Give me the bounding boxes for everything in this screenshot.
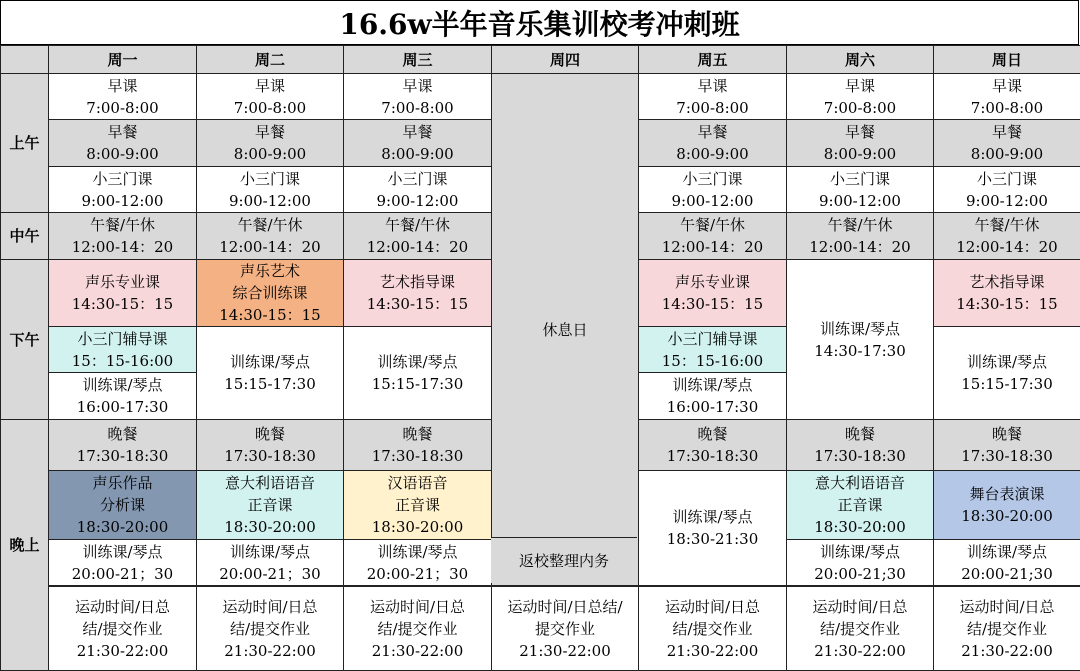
schedule-cell: 声乐艺术 综合训练课 14:30-15：15 xyxy=(197,260,344,327)
schedule-cell: 早课 7:00-8:00 xyxy=(49,74,197,120)
schedule-cell: 早课 7:00-8:00 xyxy=(787,74,934,120)
schedule-cell: 早餐 8:00-9:00 xyxy=(639,120,787,167)
day-header: 周一 xyxy=(49,46,197,74)
schedule-cell: 运动时间/日总 结/提交作业 21:30-22:00 xyxy=(639,587,787,671)
schedule-cell: 训练课/琴点 15:15-17:30 xyxy=(197,327,344,420)
period-afternoon: 下午 xyxy=(1,260,49,420)
schedule-cell: 晚餐 17:30-18:30 xyxy=(344,420,492,471)
schedule-cell: 训练课/琴点 20:00-21；30 xyxy=(197,540,344,586)
schedule-cell: 运动时间/日总 结/提交作业 21:30-22:00 xyxy=(49,587,197,671)
schedule-cell: 意大利语语音 正音课 18:30-20:00 xyxy=(197,471,344,540)
schedule-cell: 小三门辅导课 15：15-16:00 xyxy=(639,327,787,373)
schedule-cell: 艺术指导课 14:30-15：15 xyxy=(344,260,492,327)
day-header: 周三 xyxy=(344,46,492,74)
schedule-cell: 训练课/琴点 15:15-17:30 xyxy=(344,327,492,420)
schedule-cell: 运动时间/日总 结/提交作业 21:30-22:00 xyxy=(344,587,492,671)
schedule-cell: 运动时间/日总 结/提交作业 21:30-22:00 xyxy=(934,587,1080,671)
schedule-cell: 汉语语音 正音课 18:30-20:00 xyxy=(344,471,492,540)
schedule-cell: 早课 7:00-8:00 xyxy=(197,74,344,120)
schedule-cell: 运动时间/日总结/ 提交作业 21:30-22:00 xyxy=(492,587,639,671)
schedule-cell: 早课 7:00-8:00 xyxy=(344,74,492,120)
schedule-cell: 小三门课 9:00-12:00 xyxy=(344,167,492,213)
schedule-cell: 训练课/琴点 20:00-21;30 xyxy=(934,540,1080,586)
day-header: 周日 xyxy=(934,46,1080,74)
schedule-cell: 午餐/午休 12:00-14：20 xyxy=(934,213,1080,260)
return-school-cell: 返校整理内务 xyxy=(491,537,637,583)
schedule-cell: 意大利语语音 正音课 18:30-20:00 xyxy=(787,471,934,540)
schedule-cell: 午餐/午休 12:00-14：20 xyxy=(787,213,934,260)
header-row xyxy=(1,46,1080,74)
schedule-cell: 训练课/琴点 16:00-17:30 xyxy=(639,373,787,420)
schedule-cell: 训练课/琴点 15:15-17:30 xyxy=(934,327,1080,420)
schedule-cell: 训练课/琴点 20:00-21;30 xyxy=(787,540,934,586)
schedule-cell: 训练课/琴点 18:30-21:30 xyxy=(639,471,787,586)
schedule-cell: 早餐 8:00-9:00 xyxy=(49,120,197,167)
schedule-cell: 早课 7:00-8:00 xyxy=(934,74,1080,120)
schedule-cell: 早餐 8:00-9:00 xyxy=(197,120,344,167)
schedule-cell: 小三门课 9:00-12:00 xyxy=(197,167,344,213)
schedule-cell: 声乐专业课 14:30-15：15 xyxy=(49,260,197,327)
schedule-cell: 早餐 8:00-9:00 xyxy=(787,120,934,167)
schedule-cell: 声乐专业课 14:30-15：15 xyxy=(639,260,787,327)
schedule-cell: 晚餐 17:30-18:30 xyxy=(49,420,197,471)
day-header: 周四 xyxy=(492,46,639,74)
schedule-cell: 运动时间/日总 结/提交作业 21:30-22:00 xyxy=(197,587,344,671)
schedule-cell: 晚餐 17:30-18:30 xyxy=(787,420,934,471)
schedule-cell: 小三门课 9:00-12:00 xyxy=(934,167,1080,213)
schedule-cell: 晚餐 17:30-18:30 xyxy=(197,420,344,471)
schedule-cell: 早餐 8:00-9:00 xyxy=(934,120,1080,167)
page-title: 16.6w半年音乐集训校考冲刺班 xyxy=(0,0,1079,45)
thursday-rest-cell: 休息日 xyxy=(492,74,639,586)
schedule-cell: 午餐/午休 12:00-14：20 xyxy=(344,213,492,260)
schedule-cell: 训练课/琴点 14:30-17:30 xyxy=(787,260,934,420)
schedule-cell: 午餐/午休 12:00-14：20 xyxy=(49,213,197,260)
day-header: 周五 xyxy=(639,46,787,74)
day-header: 周二 xyxy=(197,46,344,74)
period-morning: 上午 xyxy=(1,74,49,213)
schedule-cell: 训练课/琴点 20:00-21；30 xyxy=(49,540,197,586)
day-header: 周六 xyxy=(787,46,934,74)
schedule-cell: 小三门辅导课 15：15-16:00 xyxy=(49,327,197,373)
period-evening: 晚上 xyxy=(1,420,49,671)
schedule-cell: 小三门课 9:00-12:00 xyxy=(787,167,934,213)
schedule-cell: 舞台表演课 18:30-20:00 xyxy=(934,471,1080,540)
schedule-cell: 小三门课 9:00-12:00 xyxy=(639,167,787,213)
schedule-cell: 早课 7:00-8:00 xyxy=(639,74,787,120)
schedule-cell: 晚餐 17:30-18:30 xyxy=(934,420,1080,471)
schedule-cell: 晚餐 17:30-18:30 xyxy=(639,420,787,471)
period-noon: 中午 xyxy=(1,213,49,260)
schedule-cell: 午餐/午休 12:00-14：20 xyxy=(197,213,344,260)
schedule-cell: 运动时间/日总 结/提交作业 21:30-22:00 xyxy=(787,587,934,671)
schedule-cell: 午餐/午休 12:00-14：20 xyxy=(639,213,787,260)
schedule-cell: 艺术指导课 14:30-15：15 xyxy=(934,260,1080,327)
schedule-cell: 小三门课 9:00-12:00 xyxy=(49,167,197,213)
schedule-cell: 训练课/琴点 16:00-17:30 xyxy=(49,373,197,420)
corner-cell xyxy=(1,46,49,74)
schedule-cell: 训练课/琴点 20:00-21；30 xyxy=(344,540,492,586)
schedule-cell: 早餐 8:00-9:00 xyxy=(344,120,492,167)
schedule-cell: 声乐作品 分析课 18:30-20:00 xyxy=(49,471,197,540)
